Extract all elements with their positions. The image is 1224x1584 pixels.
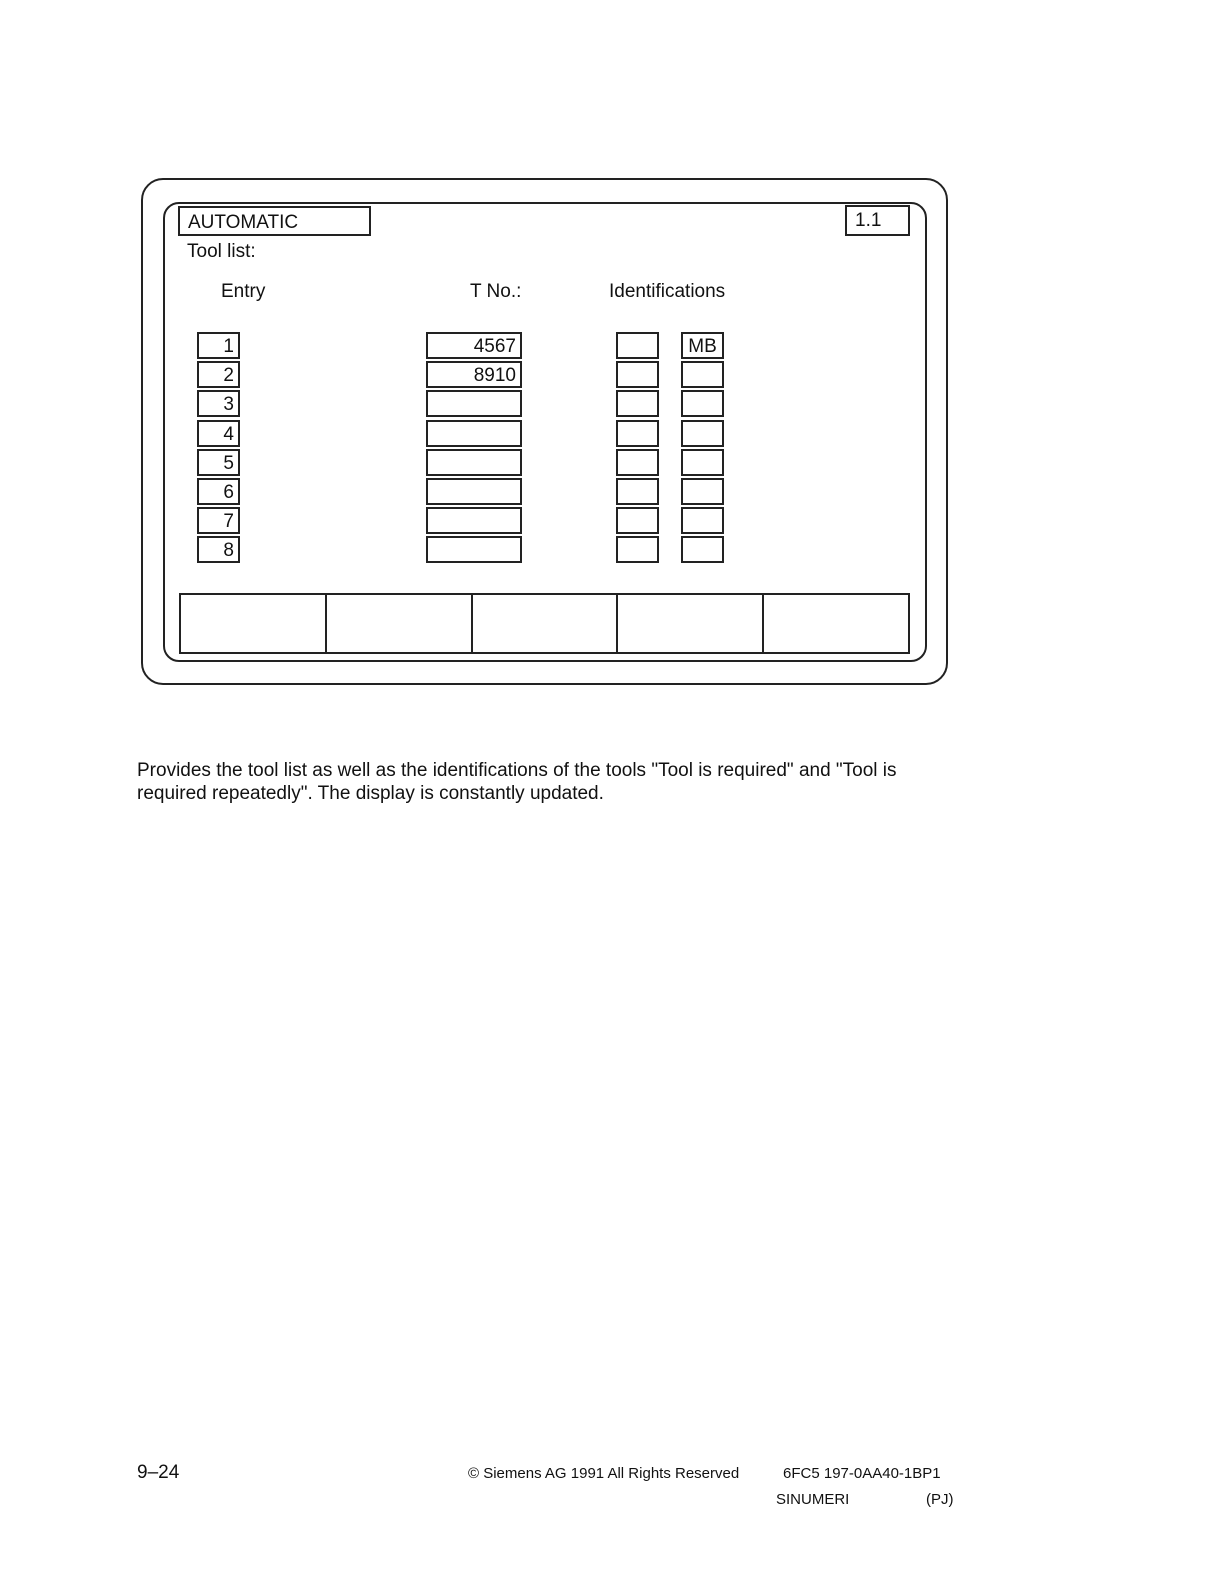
tno-cell[interactable] <box>426 420 522 447</box>
softkey-3[interactable] <box>473 595 619 652</box>
entry-cell: 3 <box>197 390 240 417</box>
column-header-identifications: Identifications <box>609 281 726 302</box>
id-required-cell[interactable] <box>616 478 659 505</box>
tno-cell[interactable]: 4567 <box>426 332 522 359</box>
softkey-bar <box>179 593 910 654</box>
entry-cell: 2 <box>197 361 240 388</box>
id-repeated-cell[interactable] <box>681 478 724 505</box>
id-repeated-cell[interactable] <box>681 361 724 388</box>
entry-cell: 5 <box>197 449 240 476</box>
softkey-2[interactable] <box>327 595 473 652</box>
id-required-cell[interactable] <box>616 332 659 359</box>
id-required-cell[interactable] <box>616 449 659 476</box>
softkey-5[interactable] <box>764 595 908 652</box>
footer-order-number: 6FC5 197-0AA40-1BP1 <box>783 1465 941 1482</box>
entry-cell: 8 <box>197 536 240 563</box>
id-repeated-cell[interactable] <box>681 507 724 534</box>
id-repeated-cell[interactable]: MB <box>681 332 724 359</box>
id-repeated-cell[interactable] <box>681 420 724 447</box>
footer-copyright: © Siemens AG 1991 All Rights Reserved <box>468 1465 740 1482</box>
screen-title: Tool list: <box>187 241 256 262</box>
id-required-cell[interactable] <box>616 420 659 447</box>
tno-cell[interactable] <box>426 536 522 563</box>
id-repeated-cell[interactable] <box>681 449 724 476</box>
softkey-1[interactable] <box>181 595 327 652</box>
id-repeated-cell[interactable] <box>681 390 724 417</box>
id-required-cell[interactable] <box>616 361 659 388</box>
entry-cell: 1 <box>197 332 240 359</box>
tno-cell[interactable] <box>426 478 522 505</box>
entry-cell: 6 <box>197 478 240 505</box>
id-repeated-cell[interactable] <box>681 536 724 563</box>
entry-cell: 7 <box>197 507 240 534</box>
page-number: 1.1 <box>845 205 910 236</box>
mode-indicator: AUTOMATIC <box>178 206 371 236</box>
tno-cell[interactable] <box>426 449 522 476</box>
softkey-4[interactable] <box>618 595 764 652</box>
tno-cell[interactable] <box>426 507 522 534</box>
description-text: Provides the tool list as well as the identifications of the tools "Tool is required" and "Tool is required repeatedly". The display is constantly updated. <box>137 760 897 804</box>
column-header-entry: Entry <box>221 281 266 302</box>
footer-suffix: (PJ) <box>926 1491 954 1508</box>
id-required-cell[interactable] <box>616 507 659 534</box>
tno-cell[interactable]: 8910 <box>426 361 522 388</box>
id-required-cell[interactable] <box>616 536 659 563</box>
entry-cell: 4 <box>197 420 240 447</box>
column-header-tno: T No.: <box>470 281 522 302</box>
tno-cell[interactable] <box>426 390 522 417</box>
footer-product: SINUMERI <box>776 1491 850 1508</box>
id-required-cell[interactable] <box>616 390 659 417</box>
footer-page-number: 9–24 <box>137 1462 180 1483</box>
